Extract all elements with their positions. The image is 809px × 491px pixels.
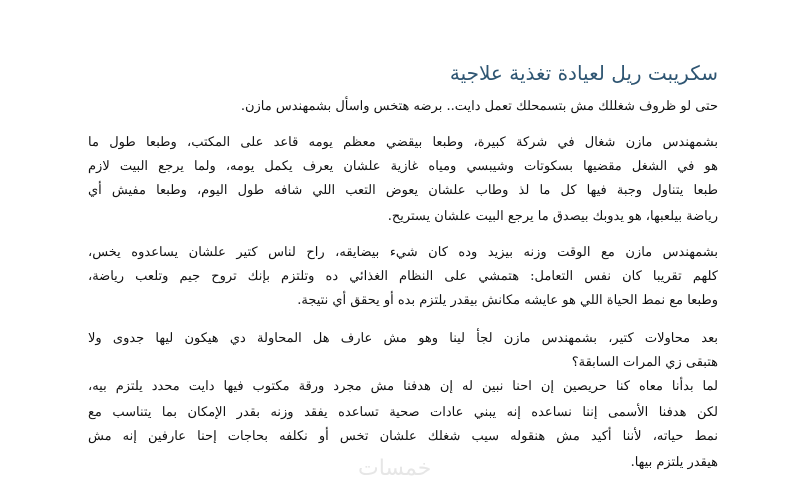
document-page [88, 0, 718, 491]
paragraph-4-line-5: نمط حياته، لأننا أكيد مش هنقوله سيب شغلك علشان تخس أو نكلفه بحاجات إحنا عارفين إنه مش [88, 429, 718, 444]
paragraph-3-line-2: كلهم تقريبا كان نفس التعامل: هتمشي على النظام الغذائي ده وتلتزم بإنك تروح جيم وتلعب رياضة، [88, 269, 718, 284]
paragraph-1-line-1: حتى لو ظروف شغللك مش بتسمحلك تعمل دايت.. برضه هتخس واسأل بشمهندس مازن. [240, 99, 718, 114]
paragraph-4-line-3: لما بدأنا معاه كنا حريصين إن احنا نبين له إن هدفنا مش مجرد ورقة مكتوب فيها دايت محدد يلتزم بيه، [88, 379, 718, 394]
document-title: سكريبت ريل لعيادة تغذية علاجية [449, 61, 718, 85]
watermark-logo: خمسات [358, 456, 432, 481]
paragraph-4-line-2: هتبقى زي المرات السابقة؟ [571, 355, 718, 370]
paragraph-2-line-1: بشمهندس مازن شغال في شركة كبيرة، وطبعا بيقضي معظم يومه قاعد على المكتب، وطبعا طول ما [88, 135, 718, 150]
paragraph-3-line-1: بشمهندس مازن مع الوقت وزنه بيزيد وده كان شيء بيضايقه، راح لناس كتير علشان يساعدوه يخس، [88, 245, 718, 260]
paragraph-2-line-3: طبعا يتناول وجبة فيها كل ما لذ وطاب علشان يعوض التعب اللي شافه طول اليوم، وطبعا مفيش أي [88, 183, 718, 198]
paragraph-4-line-4: لكن هدفنا الأسمى إننا نساعده إنه يبني عادات صحية تساعده يفقد وزنه بقدر الإمكان بما يتناسب مع [88, 405, 718, 420]
paragraph-4-line-6: هيقدر يلتزم بيها. [630, 455, 718, 470]
paragraph-3-line-3: وطبعا مع نمط الحياة اللي هو عايشه مكانش بيقدر يلتزم بده أو يحقق أي نتيجة. [297, 293, 718, 308]
paragraph-4-line-1: بعد محاولات كتير، بشمهندس مازن لجأ لينا وهو مش عارف هل المحاولة دي هيكون ليها جدوى ولا [88, 331, 718, 346]
paragraph-2-line-2: هو في الشغل مقضيها بسكوتات وشيبسي ومياه غازية علشان يعرف يكمل يومه، ولما يرجع البيت لازم [88, 159, 718, 174]
paragraph-2-line-4: رياضة بيلعبها، هو يدوبك بيصدق ما يرجع البيت علشان يستريح. [387, 209, 718, 224]
